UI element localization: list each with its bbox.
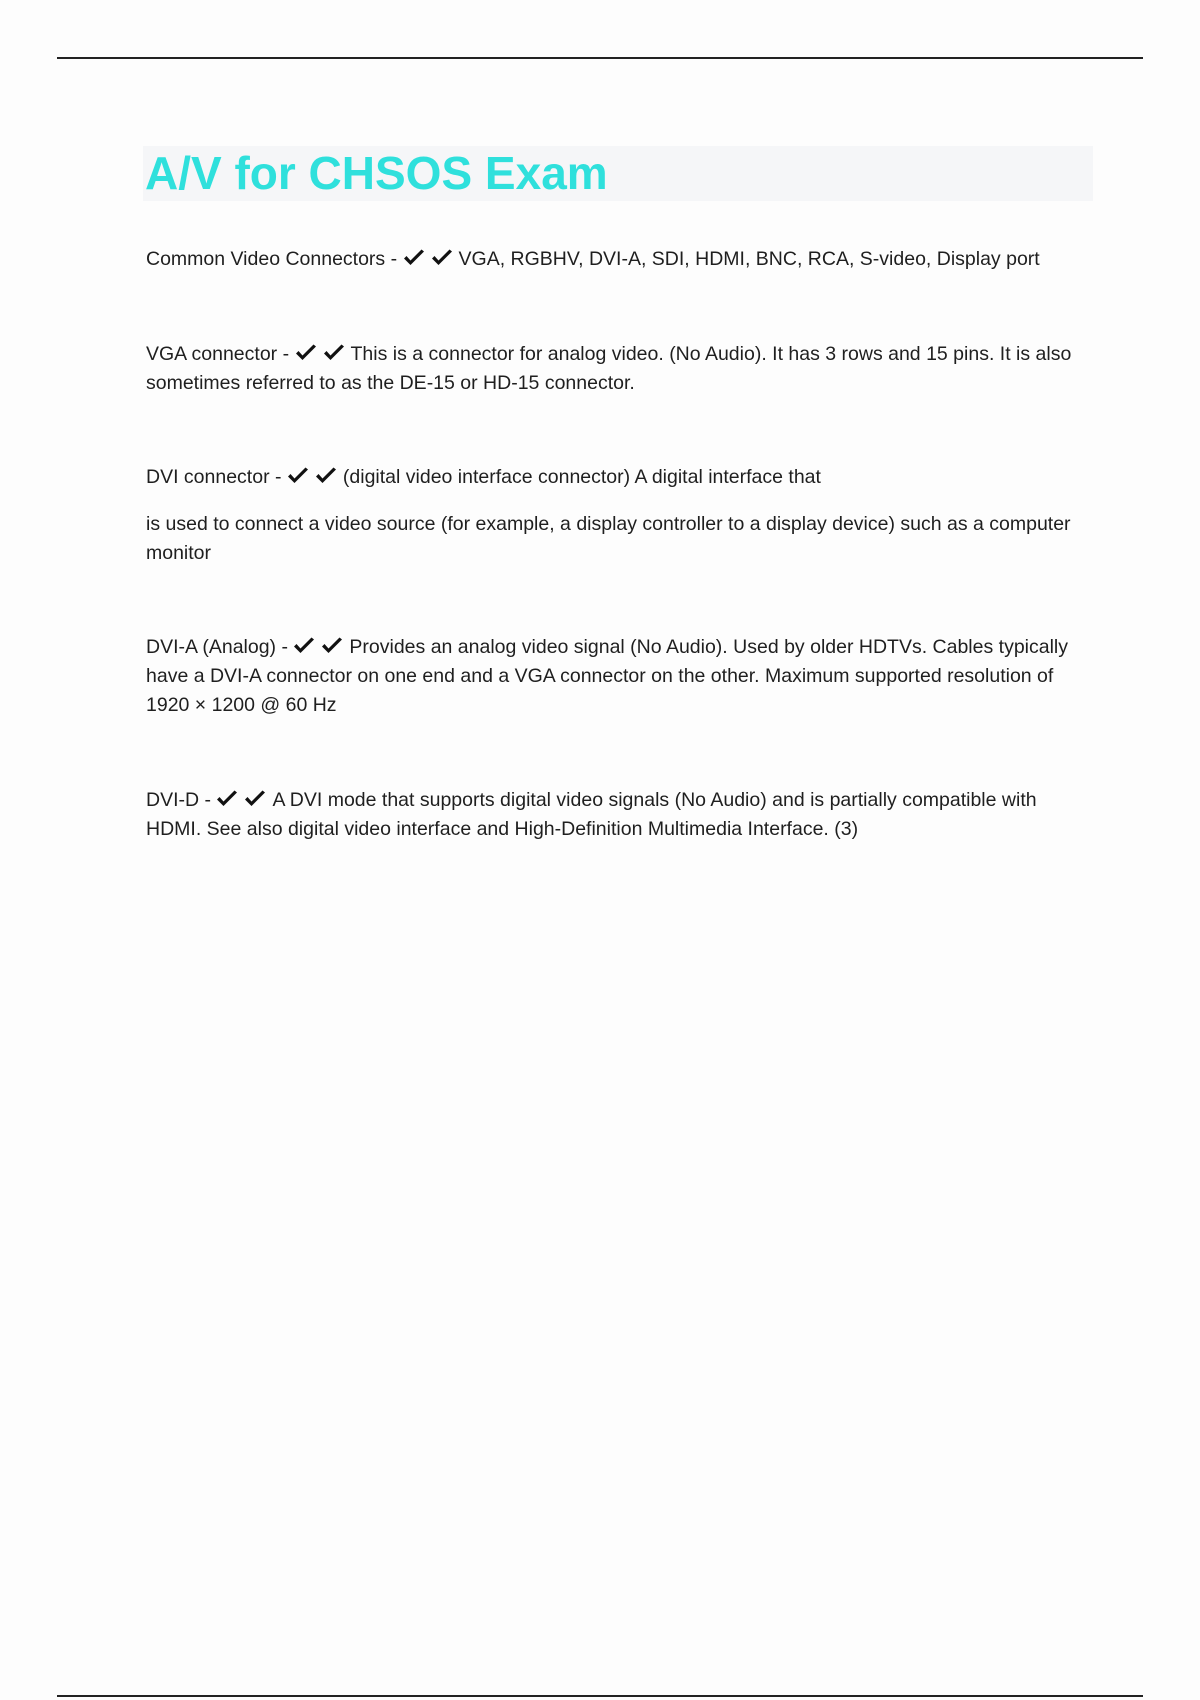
check-icon	[216, 790, 238, 808]
entry-separator: -	[390, 248, 398, 270]
entry-vga-connector	[146, 340, 1091, 398]
check-icon	[295, 344, 317, 362]
entry-line	[146, 340, 1091, 398]
document-title: A/V for CHSOS Exam	[145, 147, 608, 199]
check-icon	[315, 467, 337, 485]
check-icon	[293, 637, 315, 655]
entry-term: DVI-A (Analog)	[146, 636, 277, 658]
check-icon	[323, 344, 345, 362]
entry-separator: -	[282, 343, 290, 365]
entry-term: VGA connector	[146, 343, 278, 365]
check-icon	[403, 249, 425, 267]
entry-definition: Provides an analog video signal (No Audio). Used by older HDTVs. Cables typically have a DVI-A connector on one end and a VGA connector on the other. Maximum supported resolution of 1920 × 1200 @ 60 Hz	[146, 636, 1069, 716]
check-icon	[321, 637, 343, 655]
entry-definition: A DVI mode that supports digital video signals (No Audio) and is partially compatible with HDMI. See also digital video interface and High-Definition Multimedia Interface. (3)	[146, 789, 1037, 840]
entry-definition: VGA, RGBHV, DVI-A, SDI, HDMI, BNC, RCA, S-video, Display port	[458, 248, 1040, 270]
entry-line	[146, 245, 1091, 274]
entry-term: Common Video Connectors	[146, 248, 386, 270]
entry-line	[146, 633, 1091, 720]
entry-line	[146, 463, 1091, 492]
bottom-rule	[57, 1695, 1143, 1697]
entry-term: DVI-D	[146, 789, 200, 811]
entry-separator: -	[274, 466, 282, 488]
entry-term: DVI connector	[146, 466, 270, 488]
entry-definition: This is a connector for analog video. (No Audio). It has 3 rows and 15 pins. It is also sometimes referred to as the DE-15 or HD-15 connector.	[146, 343, 1072, 394]
entry-definition: (digital video interface connector) A digital interface that	[342, 466, 821, 488]
entry-separator: -	[281, 636, 288, 658]
entry-continuation: is used to connect a video source (for example, a display controller to a display device) such as a computer monitor	[146, 513, 1071, 564]
entry-dvi-connector	[146, 463, 1091, 568]
check-icon	[431, 249, 453, 267]
entry-common-video-connectors	[146, 245, 1091, 274]
entry-line	[146, 786, 1091, 844]
entry-separator: -	[204, 789, 212, 811]
title-banner	[143, 146, 1093, 201]
entry-dvi-a-analog	[146, 633, 1091, 720]
check-icon	[287, 467, 309, 485]
entry-dvi-d	[146, 786, 1091, 844]
check-icon	[244, 790, 266, 808]
top-rule	[57, 57, 1143, 59]
